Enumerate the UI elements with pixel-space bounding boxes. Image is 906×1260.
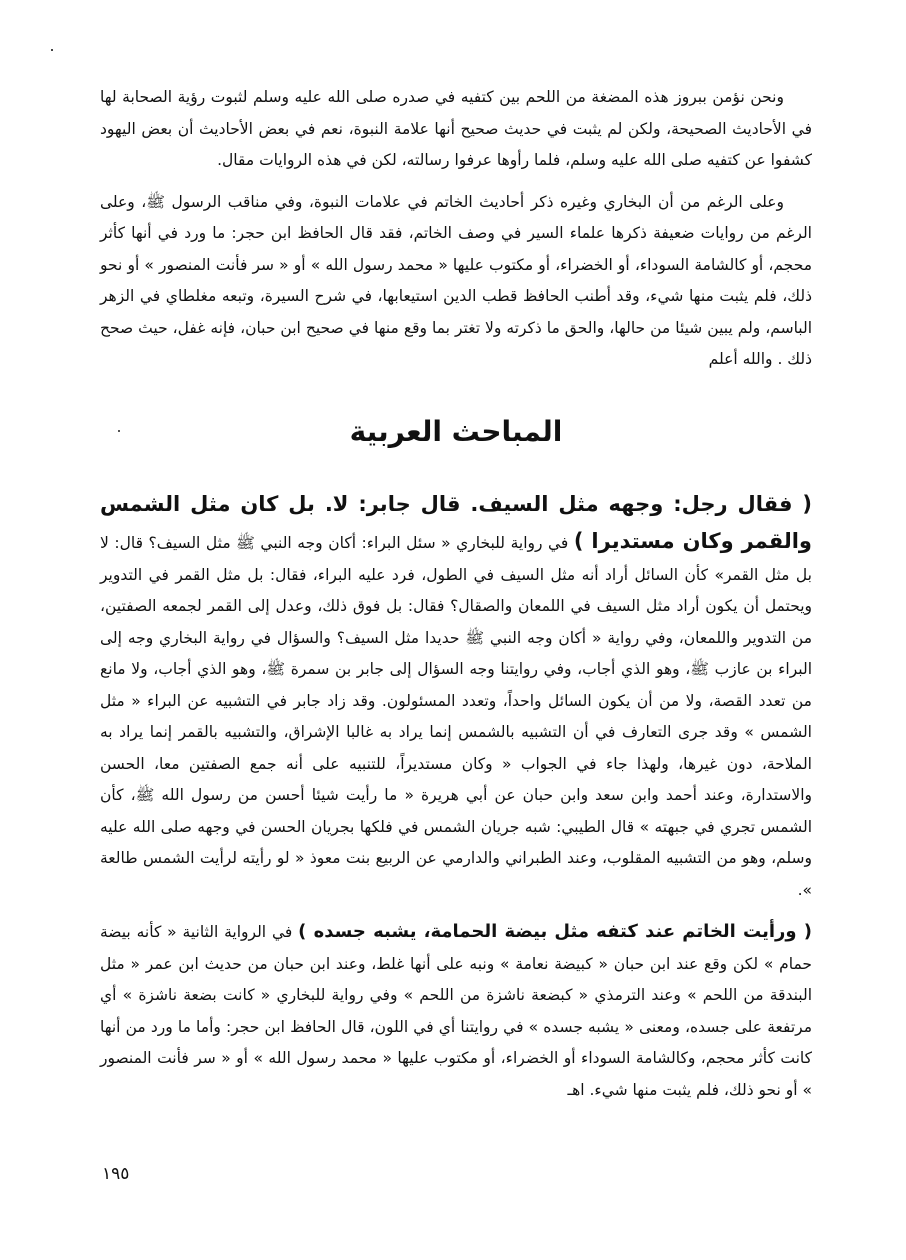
commentary-text: في الرواية الثانية « كأنه بيضة حمام » لكن وقع عند ابن حبان « كبيضة نعامة » ونبه على أنها غلط، وعند ابن حبان من حديث ابن عمر « مثل البندقة من اللحم » وعند الترمذي « كبضعة ناشزة من اللحم » وفي رواية للبخاري « كانت بضعة ناشزة » أي مرتفعة على جسده، ومعنى « يشبه جسده » في روايتنا أي في اللون، قال الحافظ ابن حجر: وأما ما ورد من أنها كانت كأثر محجم، وكالشامة السوداء أو الخضراء، أو مكتوب عليها « محمد رسول الله » أو « سر فأنت المنصور » أو نحو ذلك، فلم يثبت منها شيء. اهـ	[100, 923, 812, 1099]
page-number: ١٩٥	[102, 1164, 130, 1184]
scan-speck	[51, 49, 53, 51]
intro-paragraph-2: وعلى الرغم من أن البخاري وغيره ذكر أحاديث الخاتم في علامات النبوة، وفي مناقب الرسول ﷺ، وعلى الرغم من روايات ضعيفة ذكرها علماء السير في وصف الخاتم، فقد قال الحافظ ابن حجر: ما ورد في أنها كأثر محجم، أو كالشامة السوداء، أو الخضراء، أو مكتوب عليها « محمد رسول الله » أو « سر فأنت المنصور » أو نحو ذلك، فلم يثبت منها شيء، وقد أطنب الحافظ قطب الدين استيعابها، في شرح السيرة، وتبعه مغلطاي في الزهر الباسم، ولم يبين شيئا من حالها، والحق ما ذكرته ولا تغتر بما وقع منها في صحيح ابن حبان، فإنه غفل، حيث صحح ذلك . والله أعلم	[100, 192, 812, 368]
commentary-text: في رواية للبخاري « سئل البراء: أكان وجه النبي ﷺ مثل السيف؟ قال: لا بل مثل القمر» كأن السائل أراد أنه مثل السيف في الطول، فرد عليه البراء، فقال: بل مثل القمر في التدوير ويحتمل أن يكون أراد مثل السيف في اللمعان والصقال؟ فقال: بل فوق ذلك، وعدل إلى القمر لجمعه الصفتين، من التدوير واللمعان، وفي رواية « أكان وجه النبي ﷺ حديدا مثل السيف؟ والسؤال في رواية البخاري وجه إلى البراء بن عازب ﷺ، وهو الذي أجاب، وفي روايتنا وجه السؤال إلى جابر بن سمرة ﷺ، وهو الذي أجاب، ولا مانع من تعدد القصة، ولا من أن يكون السائل واحداً، وتعدد المسئولون. وقد زاد جابر في التشبيه عن البراء « مثل الشمس » وقد جرى التعارف في أن التشبيه بالشمس إنما يراد به غالبا الإشراق، والتشبيه بالقمر إنما يراد به الملاحة، دون غيرها، ولهذا جاء في الجواب « وكان مستديراً، للتنبيه على أنه جمع الصفتين معا، الحسن والاستدارة، وعند أحمد وابن سعد وابن حبان عن أبي هريرة « ما رأيت شيئا أحسن من رسول الله ﷺ، كأن الشمس تجري في جبهته » قال الطيبي: شبه جريان الشمس في فلكها بجريان الحسن في وجهه صلى الله عليه وسلم، وهو من التشبيه المقلوب، وعند الطبراني والدارمي عن الربيع بنت معوذ « لو رأيته لرأيت الشمس طالعة ».	[100, 533, 812, 899]
section-heading: المباحث العربية	[349, 414, 563, 448]
lemma-quote: ( ورأيت الخاتم عند كتفه مثل بيضة الحمامة، يشبه جسده )	[298, 921, 812, 942]
book-page-text	[100, 82, 812, 1106]
intro-paragraph-1: ونحن نؤمن ببروز هذه المضغة من اللحم بين كتفيه في صدره صلى الله عليه وسلم لثبوت رؤية الصحابة لها في الأحاديث الصحيحة، ولكن لم يثبت في حديث صحيح أنها علامة النبوة، نعم في بعض الأحاديث أن بعض اليهود كشفوا عن كتفيه صلى الله عليه وسلم، فلما رأوها عرفوا رسالته، لكن في هذه الروايات مقال.	[100, 88, 812, 169]
lemma-quote: ( فقال رجل: وجهه مثل السيف. قال جابر: لا. بل كان مثل الشمس والقمر وكان مستديرا )	[100, 491, 812, 553]
commentary-section-1	[100, 486, 812, 907]
commentary-section-2	[100, 916, 812, 1106]
